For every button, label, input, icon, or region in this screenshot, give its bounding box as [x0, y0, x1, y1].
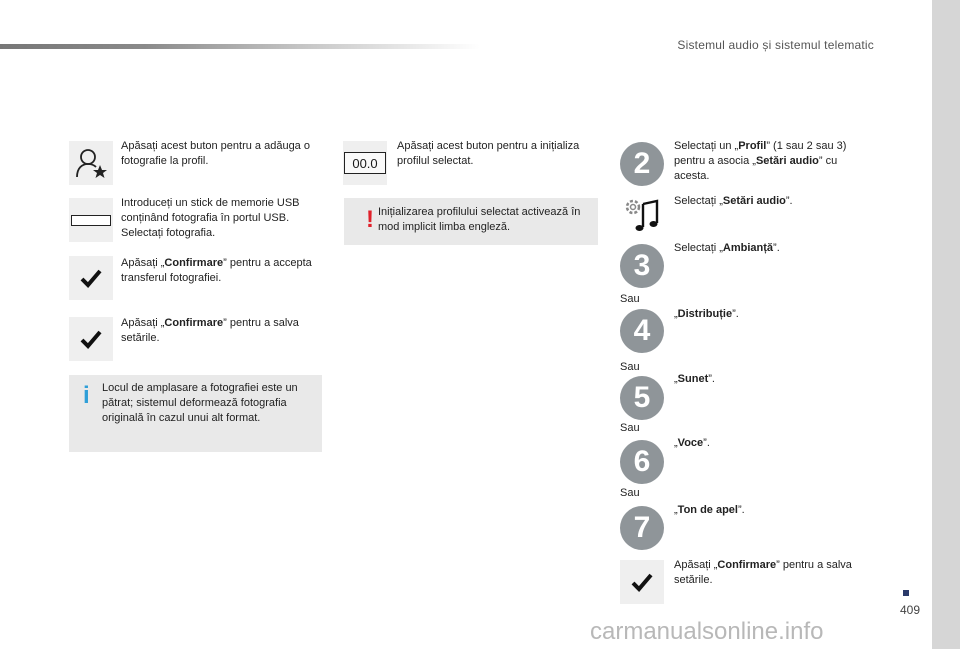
usb-port-icon-box	[69, 198, 113, 242]
ringtone-keyword: Ton de apel	[677, 504, 738, 516]
usb-slot-icon	[71, 215, 111, 226]
usb-insert-text: Introduceți un stick de memorie USB conținând fotografia în portul USB. Selectați fotografia.	[121, 197, 300, 239]
text-part: „	[674, 437, 678, 449]
add-photo-button-icon	[69, 141, 113, 185]
profile-star-icon	[73, 145, 109, 181]
page-number: 409	[900, 603, 921, 617]
text-part: ”.	[732, 308, 739, 320]
step7-text	[674, 503, 874, 518]
text-part: Apăsați „	[121, 317, 165, 329]
text-part: Apăsați „	[121, 257, 165, 269]
check-icon	[80, 329, 102, 349]
voice-keyword: Voce	[677, 437, 704, 449]
text-part: „	[674, 373, 678, 385]
text-part: ”.	[708, 373, 715, 385]
reset-profile-text: Apăsați acest buton pentru a inițializa profilul selectat.	[397, 140, 580, 167]
step3-text	[674, 241, 874, 256]
text-part: Apăsați „	[674, 559, 718, 571]
confirm-save-text	[121, 316, 326, 346]
or-label: Sau	[620, 422, 640, 434]
text-part: ” pentru a salva setările.	[674, 559, 852, 586]
text-part: „	[674, 504, 678, 516]
text-part: ” (1 sau 2 sau 3) pentru a asocia „	[674, 140, 847, 167]
page-marker	[903, 590, 909, 596]
confirm-transfer-icon-box	[69, 256, 113, 300]
audio-settings-icon-box	[620, 194, 664, 238]
text-part: ”.	[703, 437, 710, 449]
text-part: ” cu acesta.	[674, 155, 838, 182]
step6-text	[674, 436, 874, 451]
confirm-final-text	[674, 558, 874, 588]
text-part: ”.	[773, 242, 780, 254]
distribution-keyword: Distribuție	[677, 308, 733, 320]
info-icon: i	[83, 382, 90, 409]
or-label: Sau	[620, 487, 640, 499]
confirm-final-icon-box	[620, 560, 664, 604]
sound-keyword: Sunet	[677, 373, 709, 385]
warning-icon: !	[366, 206, 374, 233]
ambiance-keyword: Ambianță	[722, 242, 774, 254]
page-title: Sistemul audio și sistemul telematic	[677, 38, 874, 52]
step-number-3: 3	[620, 244, 664, 288]
warning-note	[344, 198, 598, 245]
info-text: Locul de amplasare a fotografiei este un pătrat; sistemul deformează fotografia originală în cazul unui alt format.	[102, 382, 298, 424]
header-rule	[0, 44, 480, 49]
text-part: ” pentru a accepta transferul fotografiei.	[121, 257, 312, 284]
confirm-keyword: Confirmare	[164, 317, 224, 329]
audio-settings-keyword: Setări audio	[722, 195, 786, 207]
step-number-7: 7	[620, 506, 664, 550]
confirm-keyword: Confirmare	[717, 559, 777, 571]
step5-text	[674, 372, 874, 387]
info-note	[69, 375, 322, 452]
side-strip	[932, 0, 960, 649]
watermark: carmanualsonline.info	[590, 618, 824, 645]
add-photo-text: Apăsați acest buton pentru a adăuga o fotografie la profil.	[121, 140, 310, 167]
text-part: Selectați „	[674, 242, 723, 254]
text-part: „	[674, 308, 678, 320]
text-part: ”.	[785, 195, 793, 207]
counter-display-icon: 00.0	[344, 152, 386, 174]
step-number-2: 2	[620, 142, 664, 186]
confirm-transfer-text	[121, 256, 326, 286]
confirm-save-icon-box	[69, 317, 113, 361]
text-part: Selectați „	[674, 195, 723, 207]
text-part: ” pentru a salva setările.	[121, 317, 299, 344]
audio-settings-text	[674, 194, 874, 209]
warning-text: Inițializarea profilului selectat activează în mod implicit limba engleză.	[378, 206, 581, 233]
or-label: Sau	[620, 293, 640, 305]
step-number-5: 5	[620, 376, 664, 420]
step-number-4: 4	[620, 309, 664, 353]
text-part: ”.	[737, 504, 745, 516]
reset-profile-icon-box	[343, 141, 387, 185]
check-icon	[80, 268, 102, 288]
profile-keyword: Profil	[738, 140, 767, 152]
text-part: Selectați un „	[674, 140, 739, 152]
gear-music-icon	[621, 195, 663, 237]
step4-text	[674, 307, 874, 322]
step2-text	[674, 139, 874, 184]
check-icon	[631, 572, 653, 592]
or-label: Sau	[620, 361, 640, 373]
step-number-6: 6	[620, 440, 664, 484]
confirm-keyword: Confirmare	[164, 257, 224, 269]
audio-settings-keyword: Setări audio	[755, 155, 819, 167]
